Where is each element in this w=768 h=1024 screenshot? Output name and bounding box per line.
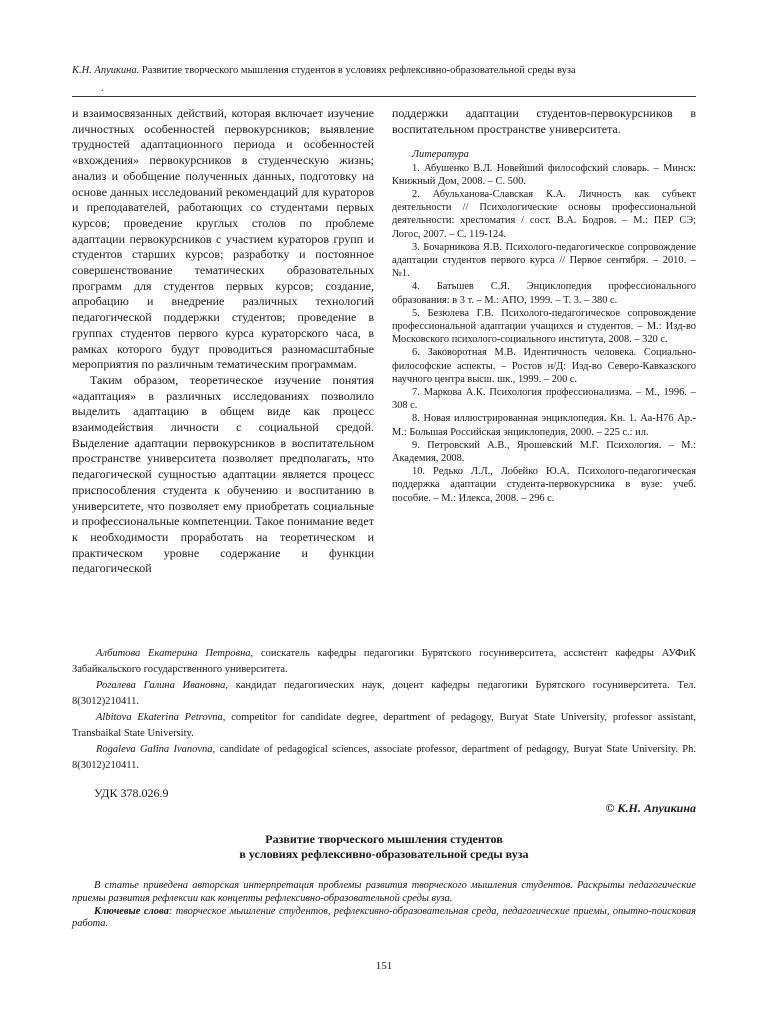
running-header: [72, 64, 696, 77]
page-number: 151: [375, 960, 393, 972]
reference-item: 5. Безюлева Г.В. Психолого-педагогическое сопровождение профессиональной адаптации учащихся и студентов. – М.: Изд-во Московского психолого-социального института, 2008. – 320 с.: [392, 307, 696, 346]
author-entry: [72, 646, 696, 678]
author-name: Албитова Екатерина Петровна: [96, 648, 251, 659]
reference-item: 9. Петровский А.В., Ярошевский М.Г. Психология. – М.: Академия, 2008.: [392, 439, 696, 465]
reference-item: 7. Маркова А.К. Психология профессионализма. – М., 1996. – 308 с.: [392, 387, 696, 412]
article-title: [72, 832, 696, 862]
article-title-line: в условиях рефлексивно-образовательной среды вуза: [239, 847, 529, 861]
body-paragraph: и взаимосвязанных действий, которая включает изучение личностных особенностей первокурсников; выявление трудностей адаптационного периода и особенностей «вхождения» первокурсников в студенческую жизнь; анализ и обобщение полученных данных, подготовку на основе данных исследований рекомендаций для кураторов и преподавателей, работающих со студентами первых курсов; проведение круглых столов по проблеме адаптации первокурсников с участием кураторов групп и студентов старших курсов; разработку и постоянное совершенствование тематических образовательных программ для студентов первых курсов; создание, апробацию и внедрение различных технологий педагогической поддержки студентов; проведение в группах студентов первого курса кураторского часа, в рамках которого будут проводиться разномасштабные мероприятия по различным тематическим программам.: [72, 106, 374, 372]
reference-item: 4. Батьшев С.Я. Энциклопедия профессионального образования: в 3 т. – М.: АПО, 1999. – Т. 3. – 380 с.: [392, 281, 696, 306]
author-details: , competitor for candidate degree, department of pedagogy, Buryat State University, professor assistant, Transbaikal State University.: [72, 712, 696, 739]
keywords-list: : творческое мышление студентов, рефлексивно-образовательная среда, педагогические приемы, опытно-поисковая работа.: [72, 905, 696, 930]
article-title-line: Развитие творческого мышления студентов: [265, 832, 503, 846]
header-title: Развитие творческого мышления студентов в условиях рефлексивно-образовательной среды вуза: [141, 65, 576, 76]
reference-item: 8. Новая иллюстрированная энциклопедия. Кн. 1. Аа-Н76 Ар.-М.: Большая Российская энциклопедия, 2000. – 225 с.: ил.: [392, 413, 696, 438]
author-info: [72, 646, 696, 774]
header-rule: [72, 96, 696, 97]
right-column: [392, 106, 696, 505]
body-paragraph: Таким образом, теоретическое изучение понятия «адаптация» в различных исследованиях позволило выделить адаптацию в общем виде как процесс взаимодействия личности с социальной средой. Выделение адаптации первокурсников в воспитательном пространстве университета позволяет предполагать, что педагогической сущностью адаптации является процесс приспособления студента к обучению и воспитанию в университете, что позволяет ему приобретать социальные и профессиональные компетенции. Такое понимание ведет к необходимости проработать на теоретическом и практическом уровне содержание и функции педагогической: [72, 372, 374, 576]
copyright-author: © К.Н. Апуикина: [605, 801, 696, 815]
author-entry: [72, 678, 696, 710]
reference-item: 6. Заковоротная М.В. Идентичность человека. Социально-философские аспекты. – Ростов н/Д: Изд-во Северо-Кавказского научного центра высш. шк., 1999. – 200 с.: [392, 347, 696, 385]
header-dot: .: [101, 83, 104, 94]
author-details: , кандидат педагогических наук, доцент кафедры педагогики Бурятского госуниверситета. Тел. 8(3012)210411.: [72, 680, 696, 707]
keywords: [72, 906, 696, 932]
author-entry: [72, 710, 696, 742]
reference-item: 1. Абушенко В.Л. Новейший философский словарь. – Минск: Книжный Дом, 2008. – С. 500.: [392, 162, 696, 187]
author-details: , соискатель кафедры педагогики Бурятского госуниверситета, ассистент кафедры АУФиК Забайкальского государственного университета.: [72, 648, 696, 675]
references-list: [392, 148, 696, 504]
udk-code: УДК 378.026.9: [94, 786, 169, 800]
author-name: Albitova Ekaterina Petrovna: [96, 712, 223, 723]
reference-item: 10. Редько Л.Л., Лобейко Ю.А. Психолого-педагогическая поддержка адаптации студента-первокурсника в вузе: учеб. пособие. – М.: Илекса, 2008. – 296 с.: [392, 466, 696, 504]
author-entry: [72, 742, 696, 774]
reference-item: 3. Бочарникова Я.В. Психолого-педагогическое сопровождение адаптации студентов первого курса // Первое сентября. – 2010. – №1.: [392, 241, 696, 280]
author-details: , candidate of pedagogical sciences, associate professor, department of pedagogy, Buryat State University. Ph. 8(3012)210411.: [72, 744, 696, 771]
author-name: Rogaleva Galina Ivanovna: [96, 744, 213, 755]
reference-item: 2. Абульханова-Славская К.А. Личность как субъект деятельности // Психологические основы профессиональной деятельности: хрестоматия / сост. В.А. Бодров. – М.: ПЕР СЭ; Логос, 2007. – С. 119-124.: [392, 189, 696, 240]
abstract: [72, 880, 696, 931]
author-name: Рогалева Галина Ивановна: [96, 680, 226, 691]
header-author: К.Н. Апуикина.: [72, 65, 140, 76]
abstract-text: В статье приведена авторская интерпретация проблемы развития творческого мышления студентов. Раскрыты педагогические приемы развития рефлексии как концепты рефлексивно-образовательной среды вуза.: [72, 880, 696, 904]
keywords-label: Ключевые слова: [94, 905, 169, 917]
left-column: [72, 106, 374, 577]
references-title: Литература: [412, 149, 469, 161]
body-paragraph-continued: поддержки адаптации студентов-первокурсников в воспитательном пространстве университета.: [392, 106, 696, 136]
